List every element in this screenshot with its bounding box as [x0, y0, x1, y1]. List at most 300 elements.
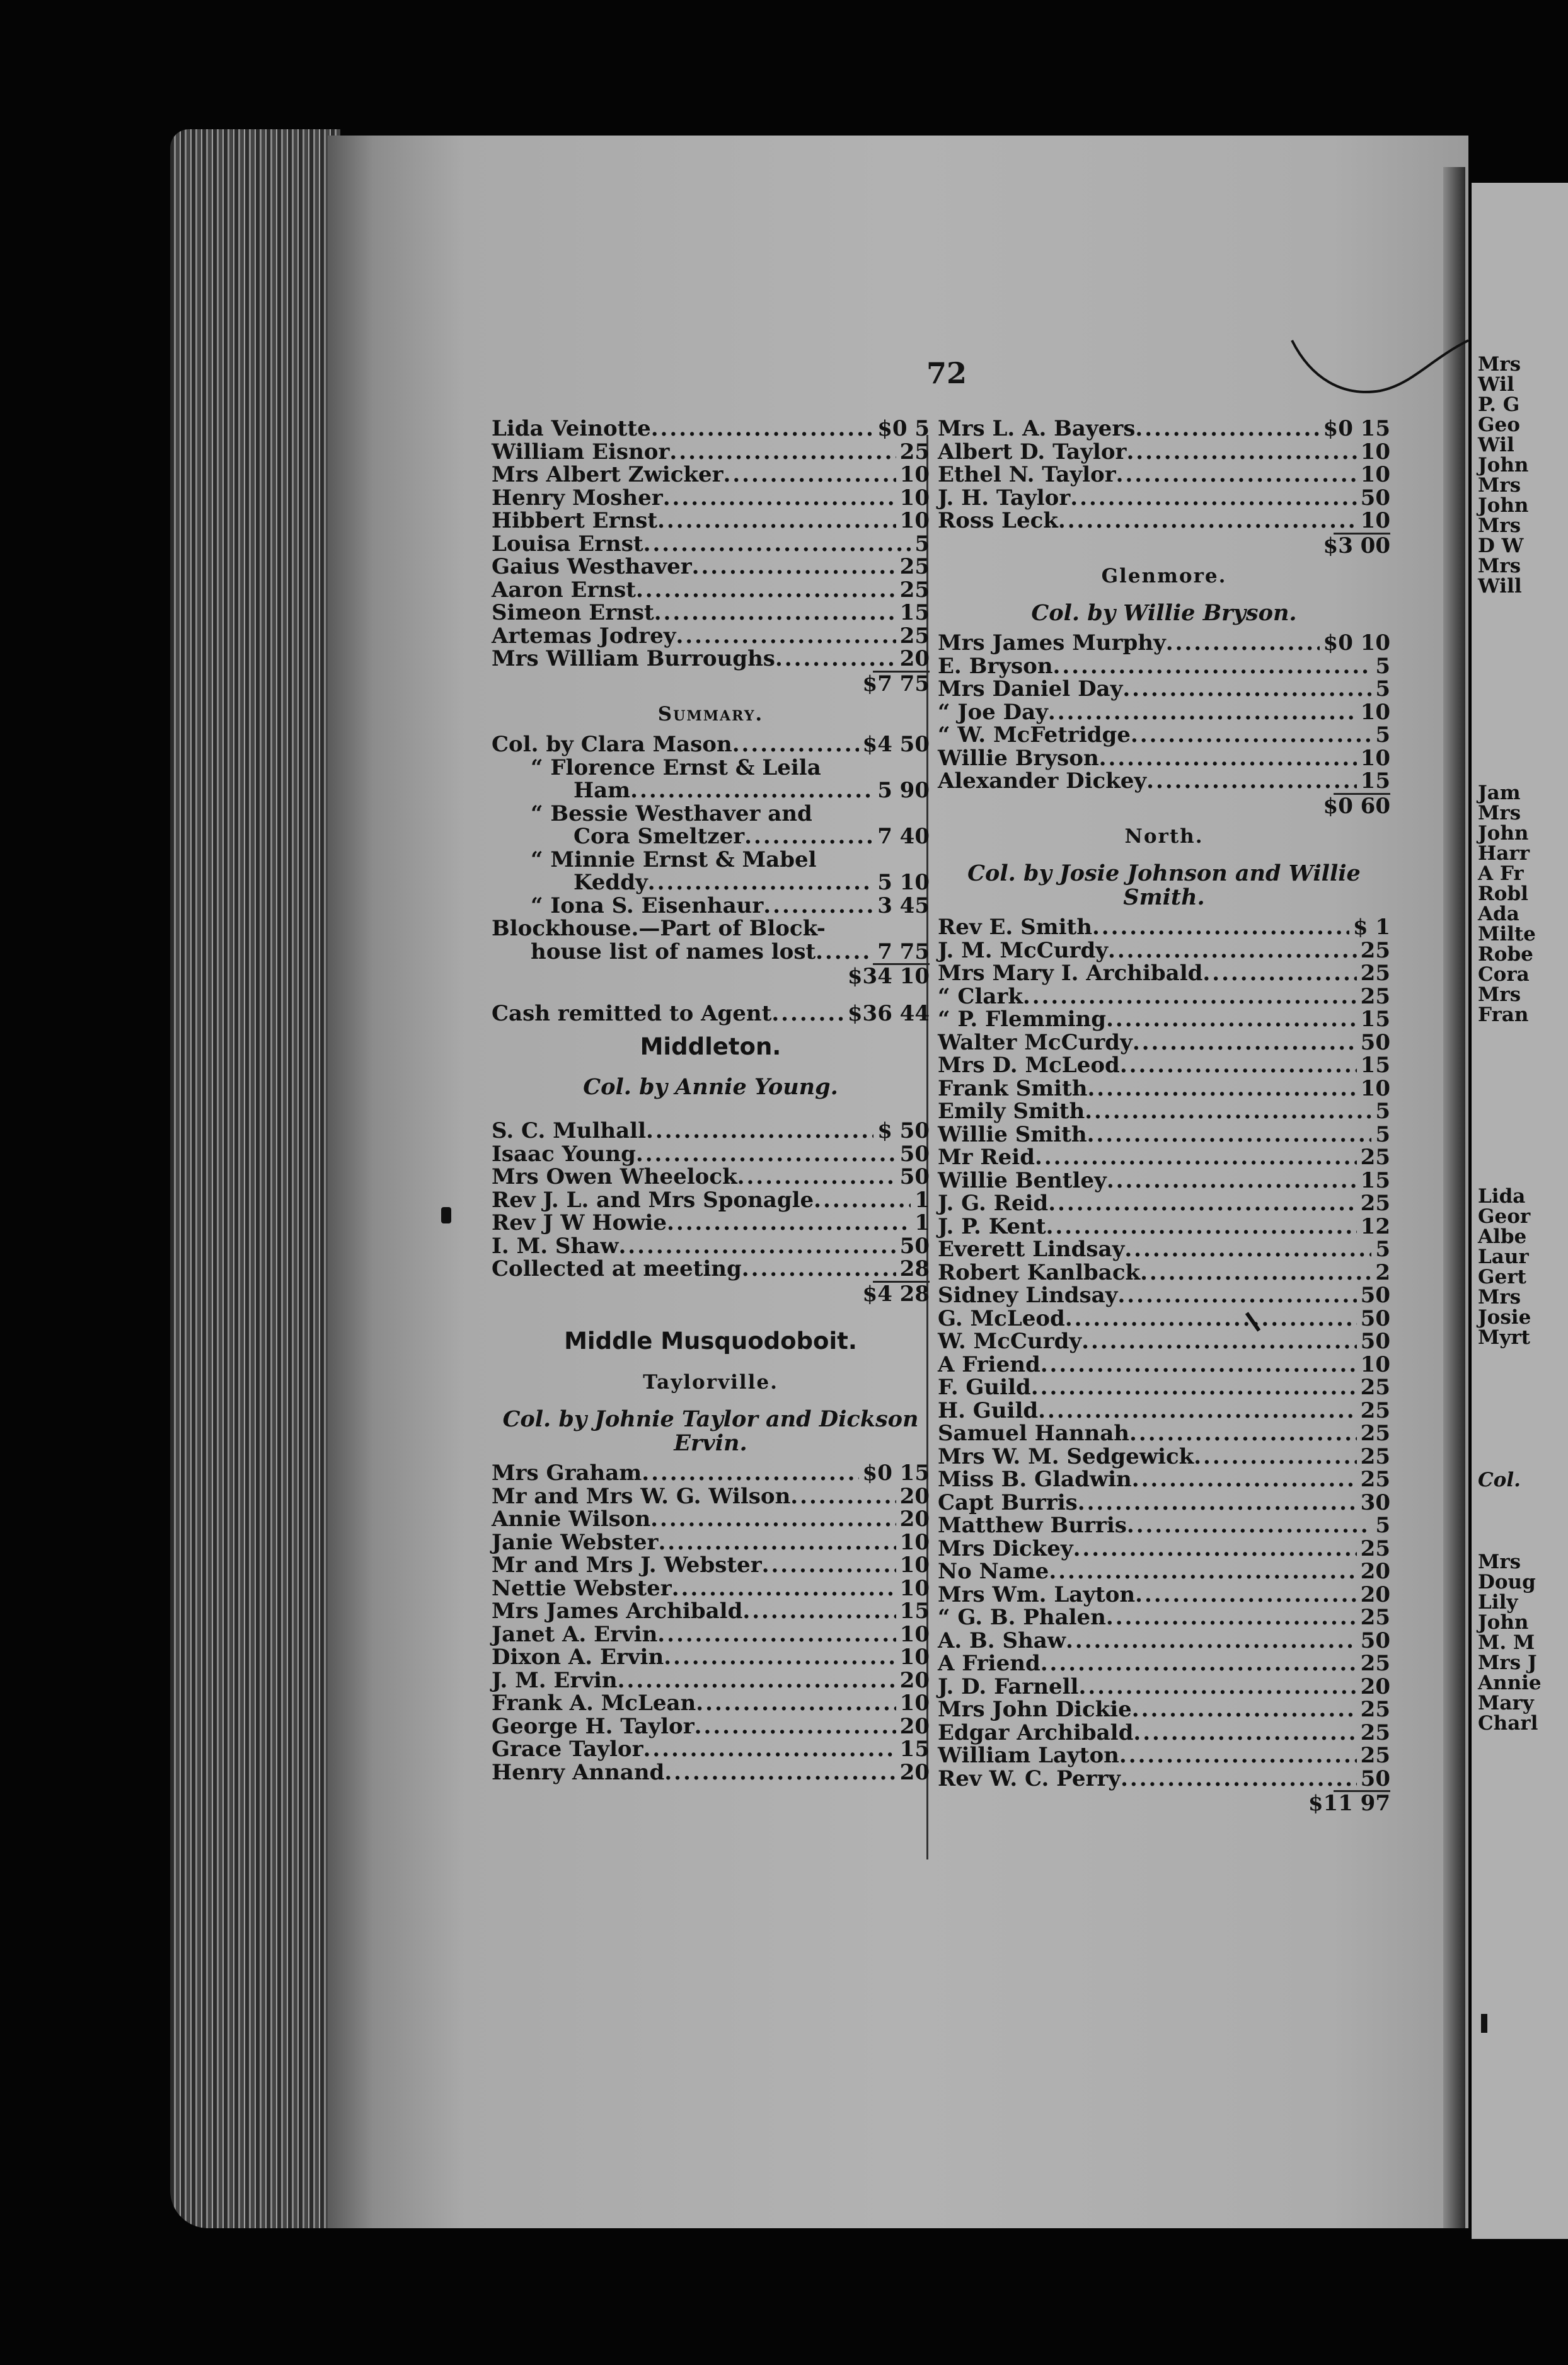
facing-page-text-fragment: Mrs — [1478, 983, 1521, 1006]
entry-amount: 5 10 — [877, 870, 930, 895]
list-item — [938, 1284, 1390, 1307]
entry-amount: 7 40 — [877, 824, 930, 849]
list-item — [938, 1353, 1390, 1377]
facing-page-text-fragment: John — [1478, 494, 1529, 517]
entry-name: Mrs Mary I. Archibald — [938, 961, 1203, 986]
facing-page-text-fragment: Geor — [1478, 1205, 1531, 1228]
list-item — [938, 1330, 1390, 1353]
facing-page-text-fragment: Mrs — [1478, 555, 1521, 577]
facing-page-text-fragment: Jam — [1478, 782, 1521, 804]
list-item — [938, 632, 1390, 655]
entry-name: Isaac Young — [492, 1141, 636, 1167]
leader-dots — [1107, 1169, 1357, 1193]
entry-amount: 10 — [899, 485, 930, 511]
list-item — [492, 463, 930, 487]
facing-page-text-fragment: Gert — [1478, 1266, 1526, 1288]
leader-dots — [775, 647, 896, 671]
place-heading-middle-musquodoboit: Middle Musquodoboit. — [564, 1327, 857, 1355]
entry-name: Gaius Westhaver — [492, 554, 692, 579]
list-item — [938, 1491, 1390, 1515]
leader-dots — [1031, 1376, 1357, 1399]
entry-amount: 25 — [1360, 1191, 1390, 1216]
entry-amount: 25 — [1360, 1443, 1390, 1469]
entry-amount: 50 — [899, 1164, 930, 1189]
ink-mark — [1481, 2014, 1487, 2033]
entry-name: Sidney Lindsay — [938, 1283, 1118, 1308]
entry-name: “ P. Flemming — [938, 1007, 1107, 1032]
entry-amount: 15 — [899, 1737, 930, 1762]
leader-dots — [1106, 1008, 1357, 1031]
entry-amount: 30 — [1360, 1489, 1390, 1515]
entry-name: S. C. Mulhall — [492, 1118, 647, 1143]
entry-name: William Layton — [938, 1743, 1119, 1768]
entry-amount: 10 — [1360, 1351, 1390, 1377]
entry-amount: 25 — [1360, 1697, 1390, 1722]
leader-dots — [1166, 632, 1320, 655]
entry-amount: 10 — [899, 1645, 930, 1670]
list-item — [492, 647, 930, 671]
list-item — [938, 1100, 1390, 1123]
list-item — [492, 917, 930, 940]
entry-amount: 5 — [1375, 1121, 1390, 1147]
list-item — [492, 756, 930, 780]
list-item — [492, 1761, 930, 1784]
entry-amount: 25 — [1360, 1535, 1390, 1561]
leader-dots — [648, 871, 873, 894]
entry-name: “ Clark — [938, 983, 1023, 1009]
entry-name: Mrs Wm. Layton — [938, 1581, 1136, 1607]
leader-dots — [667, 1211, 911, 1235]
entry-amount: 50 — [899, 1141, 930, 1167]
list-item — [938, 1629, 1390, 1653]
right-column — [938, 417, 1390, 1815]
facing-page-text-fragment: Mrs — [1478, 514, 1521, 537]
list-item — [938, 747, 1390, 770]
leader-dots — [1066, 1629, 1357, 1653]
leader-dots — [1129, 1422, 1357, 1445]
entry-name: Janet A. Ervin — [492, 1621, 658, 1647]
entry-name: Miss B. Gladwin — [938, 1467, 1132, 1492]
entry-name: “ Minnie Ernst & Mabel — [531, 847, 817, 872]
leader-dots — [744, 825, 873, 848]
facing-page-text-fragment: Mrs — [1478, 474, 1521, 497]
list-item — [938, 1560, 1390, 1583]
leader-dots — [1078, 1675, 1356, 1699]
entry-name: Mr and Mrs W. G. Wilson — [492, 1483, 791, 1509]
list-item — [492, 894, 930, 918]
list-item — [938, 1721, 1390, 1745]
entry-name: J. H. Taylor — [938, 485, 1071, 511]
list-item — [492, 601, 930, 625]
facing-page-text-fragment: John — [1478, 454, 1529, 477]
leader-dots — [1135, 417, 1319, 441]
leader-dots — [1065, 1307, 1357, 1331]
leader-dots — [1126, 441, 1356, 464]
leader-dots — [737, 1165, 896, 1189]
facing-page-text-fragment: Cora — [1478, 963, 1530, 986]
list-item — [492, 579, 930, 602]
facing-page-text-fragment: Fran — [1478, 1003, 1529, 1026]
list-item — [938, 1307, 1390, 1331]
entry-amount: 50 — [1360, 1283, 1390, 1308]
facing-page-text-fragment: A Fr — [1478, 862, 1524, 885]
leader-dots — [650, 1508, 896, 1531]
leader-dots — [618, 1235, 896, 1258]
leader-dots — [1127, 1514, 1371, 1537]
entry-name: Frank Smith — [938, 1075, 1088, 1101]
facing-page-text-fragment: John — [1478, 1611, 1529, 1634]
list-item — [492, 441, 930, 464]
list-item — [938, 1008, 1390, 1031]
book-page-edges — [170, 129, 340, 2228]
entry-name: Alexander Dickey — [938, 768, 1147, 794]
left-column — [492, 417, 930, 1784]
facing-page-text-fragment: Robl — [1478, 882, 1528, 905]
leader-dots — [676, 625, 896, 648]
taylorville-list — [492, 1462, 930, 1784]
entry-name: Rev W. C. Perry — [938, 1766, 1121, 1791]
list-item — [938, 985, 1390, 1009]
leader-dots — [1132, 1468, 1357, 1491]
middleton-total: $4 28 — [862, 1281, 930, 1307]
list-item — [492, 1211, 930, 1235]
glenmore-list — [938, 632, 1390, 793]
entry-amount: 50 — [1360, 1329, 1390, 1354]
entry-amount: 25 — [899, 439, 930, 465]
entry-name: Mr and Mrs J. Webster — [492, 1553, 762, 1578]
entry-name: Mrs L. A. Bayers — [938, 416, 1136, 441]
leader-dots — [657, 509, 896, 533]
entry-name: Lida Veinotte — [492, 416, 651, 441]
entry-name: William Eisnor — [492, 439, 670, 465]
entry-name: Mrs D. McLeod — [938, 1053, 1120, 1078]
subplace-heading-taylorville: Taylorville. — [643, 1371, 778, 1394]
entry-amount: 50 — [1360, 485, 1390, 511]
entry-name: Willie Bentley — [938, 1167, 1107, 1193]
leader-dots — [1087, 1077, 1356, 1101]
list-item — [492, 1600, 930, 1623]
entry-amount: 10 — [1360, 699, 1390, 725]
list-item — [938, 487, 1390, 510]
list-item — [938, 1675, 1390, 1699]
list-item — [938, 770, 1390, 793]
entry-name: W. McCurdy — [938, 1329, 1082, 1354]
entry-amount: 10 — [1360, 462, 1390, 487]
entry-name: “ Bessie Westhaver and — [531, 801, 812, 826]
subtotal: $3 00 — [1323, 533, 1390, 558]
list-item — [938, 509, 1390, 533]
leader-dots — [646, 1119, 873, 1143]
facing-page-text-fragment: Laur — [1478, 1246, 1529, 1268]
entry-name: J. M. McCurdy — [938, 937, 1108, 963]
entry-amount: 10 — [899, 508, 930, 533]
summary-list — [492, 733, 930, 963]
entry-name: Mrs William Burroughs — [492, 646, 775, 671]
entry-name: Rev J. L. and Mrs Sponagle — [492, 1187, 814, 1213]
list-item — [492, 848, 930, 872]
list-item — [492, 625, 930, 648]
entry-amount: 25 — [899, 554, 930, 579]
entry-name: Grace Taylor — [492, 1737, 643, 1762]
entry-amount: 15 — [899, 1599, 930, 1624]
leader-dots — [1041, 1652, 1357, 1675]
entry-name: G. McLeod — [938, 1305, 1065, 1331]
facing-page-text-fragment: Josie — [1478, 1306, 1531, 1329]
list-item — [938, 463, 1390, 487]
entry-amount: 10 — [1360, 508, 1390, 533]
entry-amount: 12 — [1360, 1213, 1390, 1239]
leader-dots — [1035, 1146, 1357, 1169]
entry-name: No Name — [938, 1559, 1049, 1584]
leader-dots — [1081, 1330, 1357, 1353]
list-item — [492, 1189, 930, 1212]
leader-dots — [1133, 1031, 1357, 1055]
list-item — [938, 1767, 1390, 1791]
list-item — [938, 1146, 1390, 1169]
leader-dots — [1122, 678, 1371, 701]
leader-dots — [1053, 655, 1372, 678]
entry-amount: 25 — [899, 623, 930, 649]
leader-dots — [742, 1600, 896, 1623]
list-item — [492, 533, 930, 556]
ink-mark — [441, 1207, 451, 1223]
list-item — [938, 1468, 1390, 1491]
leader-dots — [1124, 1238, 1371, 1261]
list-item — [938, 1422, 1390, 1445]
list-item — [938, 417, 1390, 441]
facing-page-text-fragment: Mrs J — [1478, 1651, 1537, 1674]
leader-dots — [1121, 1767, 1357, 1791]
leader-dots — [651, 417, 873, 441]
entry-amount: 10 — [899, 1553, 930, 1578]
leader-dots — [1119, 1744, 1357, 1767]
entry-name: Blockhouse.—Part of Block- — [492, 916, 826, 941]
facing-page-text-fragment: D W — [1478, 535, 1524, 557]
collector-line: Col. by Annie Young. — [583, 1074, 838, 1100]
entry-name: I. M. Shaw — [492, 1233, 619, 1259]
entry-name: house list of names lost — [531, 939, 816, 964]
list-item — [938, 916, 1390, 939]
entry-amount: 15 — [1360, 1053, 1390, 1078]
glenmore-total: $0 60 — [1323, 793, 1390, 819]
leader-dots — [1120, 1054, 1357, 1077]
entry-name: Louisa Ernst — [492, 531, 643, 557]
list-item — [492, 940, 930, 964]
entry-amount: 20 — [1360, 1674, 1390, 1699]
facing-page-text-fragment: Mrs — [1478, 1551, 1521, 1573]
list-item — [492, 779, 930, 802]
entry-name: Ross Leck — [938, 508, 1058, 533]
leader-dots — [732, 733, 859, 756]
facing-page-text-fragment: Geo — [1478, 413, 1520, 436]
entry-name: “ W. McFetridge — [938, 722, 1131, 748]
leader-dots — [1106, 1606, 1357, 1629]
facing-page-text-fragment: Lida — [1478, 1185, 1526, 1208]
list-item — [938, 939, 1390, 963]
entry-name: Annie Wilson — [492, 1506, 651, 1532]
list-item — [938, 441, 1390, 464]
entry-amount: 25 — [1360, 1375, 1390, 1400]
leader-dots — [1099, 747, 1357, 770]
entry-amount: $0 15 — [1323, 416, 1390, 441]
list-item — [938, 655, 1390, 678]
entry-name: Hibbert Ernst — [492, 508, 658, 533]
list-item — [492, 1462, 930, 1485]
place-heading-glenmore: Glenmore. — [1101, 565, 1227, 587]
facing-page-text-fragment: Mrs — [1478, 802, 1521, 824]
list-item — [938, 701, 1390, 724]
list-item — [938, 1445, 1390, 1469]
facing-page-text-fragment: Will — [1478, 575, 1522, 598]
facing-page-text-fragment: John — [1478, 822, 1529, 845]
entry-name: Nettie Webster — [492, 1575, 672, 1601]
leader-dots — [692, 555, 896, 579]
entry-amount: 50 — [1360, 1029, 1390, 1055]
entry-name: J. P. Kent — [938, 1213, 1046, 1239]
entry-name: Samuel Hannah — [938, 1421, 1130, 1446]
facing-page-text-fragment: Mrs — [1478, 1286, 1521, 1309]
left-top-list — [492, 417, 930, 671]
entry-name: Matthew Burris — [938, 1513, 1127, 1538]
entry-amount: 25 — [1360, 937, 1390, 963]
entry-name: Mrs Dickey — [938, 1535, 1073, 1561]
entry-name: H. Guild — [938, 1397, 1039, 1423]
leader-dots — [1046, 1215, 1357, 1239]
entry-name: F. Guild — [938, 1375, 1031, 1400]
list-item — [492, 1623, 930, 1646]
entry-name: Emily Smith — [938, 1099, 1085, 1124]
entry-name: Mrs John Dickie — [938, 1697, 1132, 1722]
entry-name: Mrs Daniel Day — [938, 676, 1123, 702]
entry-amount: 25 — [1360, 1651, 1390, 1676]
leader-dots — [636, 579, 896, 602]
facing-page-text-fragment: Albe — [1478, 1225, 1527, 1248]
leader-dots — [1133, 1721, 1356, 1745]
entry-name: Col. by Clara Mason — [492, 732, 732, 757]
list-item — [938, 1652, 1390, 1675]
leader-dots — [654, 601, 896, 625]
entry-amount: 20 — [899, 1759, 930, 1785]
entry-amount: 25 — [1360, 961, 1390, 986]
list-item — [938, 1744, 1390, 1767]
entry-amount: 2 — [1375, 1259, 1390, 1285]
entry-name: Mrs James Murphy — [938, 630, 1166, 656]
leader-dots — [1092, 916, 1349, 939]
facing-page-text-fragment: Col. — [1478, 1469, 1521, 1491]
entry-amount: 10 — [899, 1575, 930, 1601]
entry-name: A. B. Shaw — [938, 1628, 1066, 1653]
facing-page-text-fragment: Lily — [1478, 1591, 1518, 1614]
leader-dots — [630, 779, 873, 802]
page-number: 72 — [926, 356, 967, 390]
entry-name: Simeon Ernst — [492, 600, 654, 625]
leader-dots — [1116, 463, 1357, 487]
leader-dots — [1078, 1491, 1357, 1515]
entry-name: Mrs W. M. Sedgewick — [938, 1443, 1194, 1469]
north-list — [938, 916, 1390, 1790]
entry-name: Janie Webster — [492, 1529, 659, 1555]
list-item — [938, 1031, 1390, 1055]
entry-amount: 10 — [899, 1691, 930, 1716]
leader-dots — [1131, 724, 1371, 747]
list-item — [938, 1606, 1390, 1629]
entry-name: Mrs Albert Zwicker — [492, 462, 723, 487]
entry-name: J. G. Reid — [938, 1191, 1049, 1216]
entry-name: J. D. Farnell — [938, 1674, 1079, 1699]
entry-amount: 10 — [1360, 745, 1390, 771]
list-item — [492, 1692, 930, 1715]
leader-dots — [1041, 1353, 1357, 1377]
entry-amount: 25 — [1360, 1605, 1390, 1630]
leader-dots — [669, 441, 896, 464]
entry-amount: $0 5 — [877, 416, 930, 441]
leader-dots — [1135, 1583, 1357, 1607]
list-item — [938, 1123, 1390, 1147]
leader-dots — [663, 487, 896, 510]
collector-line: Col. by Johnie Taylor and Dickson Ervin. — [502, 1406, 919, 1456]
list-item — [938, 1215, 1390, 1239]
gutter-shadow — [1443, 167, 1465, 2228]
list-item — [492, 555, 930, 579]
entry-name: “ Iona S. Eisenhaur — [531, 893, 764, 918]
entry-amount: 20 — [899, 1483, 930, 1509]
facing-page-text-fragment: Mrs — [1478, 353, 1521, 376]
entry-amount: 50 — [1360, 1305, 1390, 1331]
leader-dots — [696, 1692, 896, 1715]
entry-amount: 20 — [899, 646, 930, 671]
list-item — [492, 1577, 930, 1600]
leader-dots — [1048, 701, 1357, 724]
leader-dots — [1140, 1261, 1371, 1285]
list-item — [938, 1376, 1390, 1399]
entry-amount: 5 — [1375, 1237, 1390, 1262]
entry-amount: 7 75 — [877, 939, 930, 964]
list-item — [938, 1192, 1390, 1215]
entry-name: Henry Mosher — [492, 485, 663, 511]
leader-dots — [723, 463, 896, 487]
entry-name: Cora Smeltzer — [574, 824, 745, 849]
facing-page-text-fragment: Robe — [1478, 943, 1533, 966]
entry-amount: 5 — [1375, 676, 1390, 702]
entry-amount: 10 — [1360, 1075, 1390, 1101]
leader-dots — [1202, 962, 1356, 985]
leader-dots — [1049, 1560, 1356, 1583]
entry-amount: 25 — [1360, 1421, 1390, 1446]
entry-amount: 25 — [1360, 1743, 1390, 1768]
leader-dots — [1073, 1537, 1357, 1561]
leader-dots — [657, 1623, 896, 1646]
list-item — [492, 1143, 930, 1166]
facing-page-text-fragment: Wil — [1478, 434, 1514, 456]
entry-name: Rev J W Howie — [492, 1210, 667, 1235]
entry-name: A Friend — [938, 1651, 1041, 1676]
facing-page-text-fragment: Milte — [1478, 923, 1536, 945]
list-item — [938, 724, 1390, 747]
leader-dots — [1146, 770, 1357, 793]
facing-page-text-fragment: Ada — [1478, 903, 1519, 925]
leader-dots — [1132, 1698, 1357, 1721]
list-item — [492, 1738, 930, 1761]
right-top-list — [938, 417, 1390, 533]
list-item — [938, 1238, 1390, 1261]
entry-amount: 25 — [1360, 983, 1390, 1009]
leader-dots — [1085, 1100, 1371, 1123]
list-item — [938, 962, 1390, 985]
facing-page-text-fragment: Annie — [1478, 1672, 1542, 1694]
cash-remitted-row: Cash remitted to Agent ..... $36 44 — [492, 1002, 930, 1026]
facing-page-text-fragment: M. M — [1478, 1631, 1535, 1654]
leader-dots — [636, 1143, 896, 1166]
